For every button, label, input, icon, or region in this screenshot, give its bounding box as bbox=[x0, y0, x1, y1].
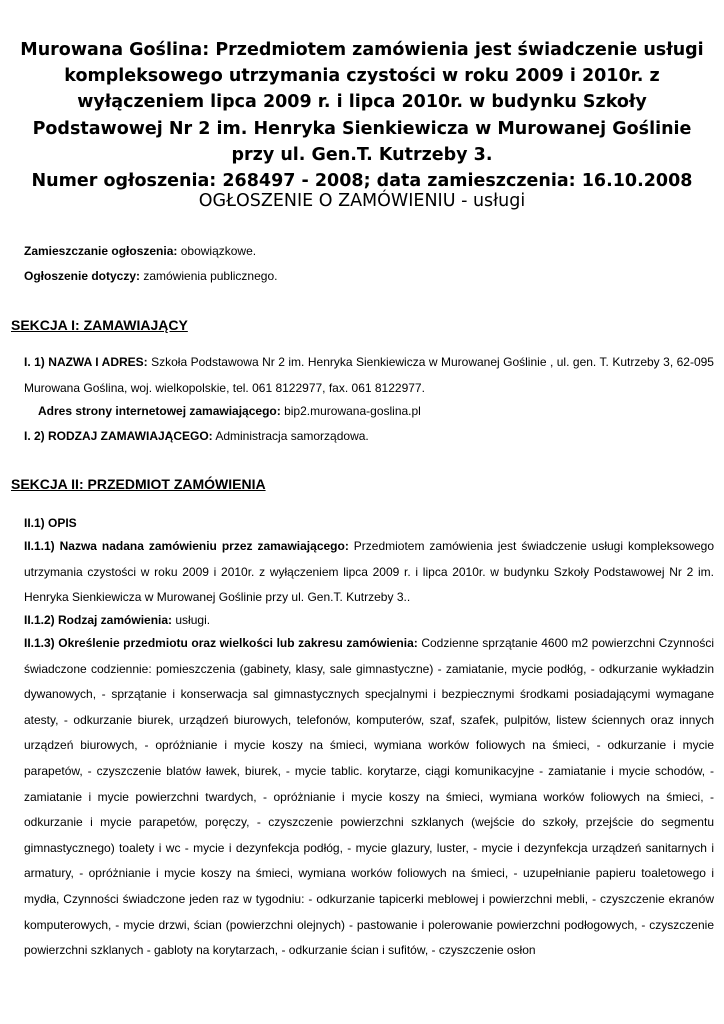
section-1-heading: SEKCJA I: ZAMAWIAJĄCY bbox=[11, 317, 188, 333]
notice-title bbox=[20, 37, 704, 194]
scope-block bbox=[24, 631, 714, 964]
website-label: Adres strony internetowej zamawiającego: bbox=[38, 404, 281, 418]
contract-name-value: Przedmiotem zamówienia jest świadczenie usługi kompleksowego utrzymania czystości w roku 2009 i 2010r. z wyłączeniem lipca 2009 r. i lipca 2010r. w budynku Szkoły Podstawowej Nr 2 im. Henryka Sienkiewicza w Murowanej Goślinie przy ul. Gen.T. Kutrzeby 3.. bbox=[24, 539, 714, 605]
notice-number-line: Numer ogłoszenia: 268497 - 2008; data zamieszczenia: 16.10.2008 bbox=[31, 171, 693, 192]
contract-kind-row bbox=[24, 613, 210, 627]
placement-label: Zamieszczanie ogłoszenia: bbox=[24, 244, 178, 258]
website-value: bip2.murowana-goslina.pl bbox=[284, 404, 421, 418]
concerns-value: zamówienia publicznego. bbox=[143, 269, 278, 283]
concerns-label: Ogłoszenie dotyczy: bbox=[24, 269, 141, 283]
concerns-row bbox=[24, 269, 277, 283]
scope-value: Codzienne sprzątanie 4600 m2 powierzchni Czynności świadczone codziennie: pomieszczenia (gabinety, klasy, sale gimnastyczne) - zamiatanie, mycie podłóg, - odkurzanie wykładzin dywanowych, - sprzątanie i konserwacja sal gimnastycznych specjalnymi i bezpiecznymi środkami posiadającymi wymagane atesty, - odkurzanie biurek, urządzeń biurowych, telefonów, komputerów, szaf, szafek, pulpitów, listew ściennych oraz innych urządzeń biurowych, - opróżnianie i mycie koszy na śmieci, wymiana worków foliowych na śmieci, - odkurzanie i mycie parapetów, - czyszczenie blatów ławek, biurek, - mycie tablic. korytarze, ciągi komunikacyjne - zamiatanie i mycie schodów, - zamiatanie i mycie powierzchni twardych, - opróżnianie i mycie koszy na śmieci, wymiana worków foliowych na śmieci, - odkurzanie i mycie parapetów, poręczy, - czyszczenie powierzchni szklanych (wejście do szkoły, przejście do segmentu gimnastycznego) toalety i wc - mycie i dezynfekcja podłóg, - mycie glazury, luster, - mycie i dezynfekcja urządzeń sanitarnych i armatury, - opróżnianie i mycie koszy na śmieci, wymiana worków foliowych na śmieci, - uzupełnianie papieru toaletowego i mydła, Czynności świadczone jeden raz w tygodniu: - odkurzanie tapicerki meblowej i powierzchni mebli, - czyszczenie ekranów komputerowych, - mycie drzwi, ścian (powierzchni olejnych) - pastowanie i polerowanie powierzchni podłogowych, - czyszczenie powierzchni szklanych - gabloty na korytarzach, - odkurzanie ścian i sufitów, - czyszczenie osłon bbox=[24, 636, 714, 958]
contract-kind-label: II.1.2) Rodzaj zamówienia: bbox=[24, 613, 173, 627]
contract-name-block bbox=[24, 534, 714, 611]
section-2-heading: SEKCJA II: PRZEDMIOT ZAMÓWIENIA bbox=[11, 476, 266, 492]
buyer-type-value: Administracja samorządowa. bbox=[215, 429, 369, 443]
title-text: Murowana Goślina: Przedmiotem zamówienia jest świadczenie usługi kompleksowego utrzymania czystości w roku 2009 i 2010r. z wyłączeniem lipca 2009 r. i lipca 2010r. w budynku Szkoły Podstawowej Nr 2 im. Henryka Sienkiewicza w Murowanej Goślinie przy ul. Gen.T. Kutrzeby 3. bbox=[20, 40, 704, 165]
name-address-label: I. 1) NAZWA I ADRES: bbox=[24, 355, 148, 369]
website-row bbox=[38, 404, 421, 418]
contract-name-label: II.1.1) Nazwa nadana zamówieniu przez zamawiającego: bbox=[24, 539, 349, 553]
notice-type: OGŁOSZENIE O ZAMÓWIENIU - usługi bbox=[198, 191, 526, 211]
contract-kind-value: usługi. bbox=[175, 613, 211, 627]
buyer-type-label: I. 2) RODZAJ ZAMAWIAJĄCEGO: bbox=[24, 429, 213, 443]
placement-row bbox=[24, 244, 256, 258]
buyer-type-row bbox=[24, 429, 369, 443]
scope-label: II.1.3) Określenie przedmiotu oraz wielkości lub zakresu zamówienia: bbox=[24, 636, 418, 650]
section-1-name-address bbox=[24, 350, 714, 401]
placement-value: obowiązkowe. bbox=[180, 244, 257, 258]
name-address-value: Szkoła Podstawowa Nr 2 im. Henryka Sienkiewicza w Murowanej Goślinie , ul. gen. T. Kutrzeby 3, 62-095 Murowana Goślina, woj. wielkopolskie, tel. 061 8122977, fax. 061 8122977. bbox=[24, 355, 714, 395]
opis-heading: II.1) OPIS bbox=[24, 516, 77, 530]
